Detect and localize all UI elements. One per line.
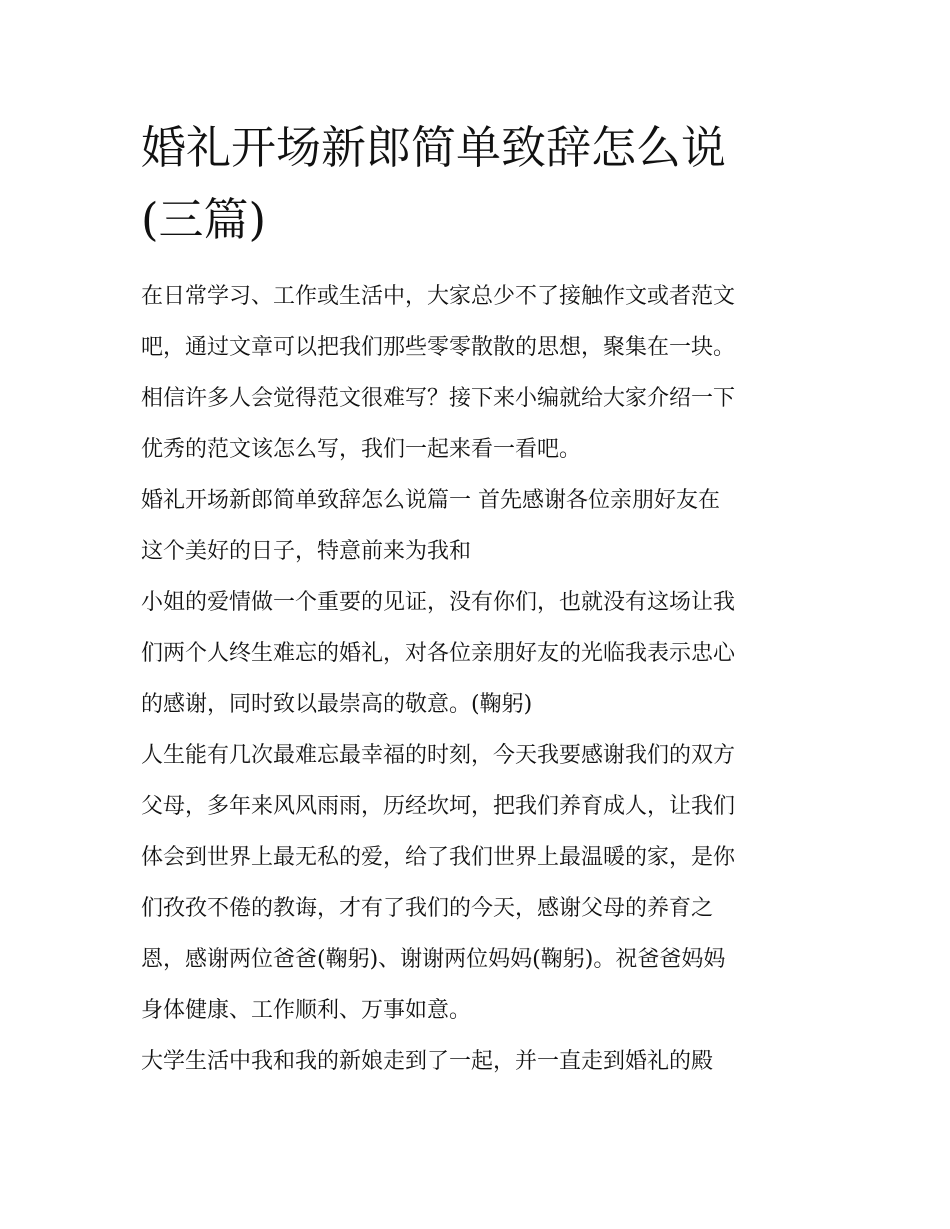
title-line-1: 婚礼开场新郎简单致辞怎么说 — [141, 121, 727, 174]
text-line: 在日常学习、工作或生活中，大家总少不了接触作文或者范文 — [141, 284, 736, 309]
title-line-2: (三篇) — [141, 193, 267, 246]
text-line: 小姐的爱情做一个重要的见证，没有你们，也就没有这场让我 — [141, 590, 736, 615]
text-line: 身体健康、工作顺利、万事如意。 — [141, 998, 472, 1023]
text-line: 这个美好的日子，特意前来为我和 — [141, 539, 472, 564]
document-text — [141, 271, 821, 1087]
text-line: 优秀的范文该怎么写，我们一起来看一看吧。 — [141, 437, 582, 462]
text-line: 恩，感谢两位爸爸(鞠躬)、谢谢两位妈妈(鞠躬)。祝爸爸妈妈 — [141, 947, 726, 972]
text-line: 们孜孜不倦的教诲，才有了我们的今天，感谢父母的养育之 — [141, 896, 714, 921]
text-line: 的感谢，同时致以最崇高的敬意。(鞠躬) — [141, 692, 533, 717]
text-line: 们两个人终生难忘的婚礼，对各位亲朋好友的光临我表示忠心 — [141, 641, 736, 666]
document-title — [141, 112, 821, 256]
text-line: 相信许多人会觉得范文很难写？接下来小编就给大家介绍一下 — [141, 386, 736, 411]
text-line: 婚礼开场新郎简单致辞怎么说篇一 首先感谢各位亲朋好友在 — [141, 488, 720, 513]
document-body — [141, 112, 821, 1087]
text-line: 体会到世界上最无私的爱，给了我们世界上最温暖的家，是你 — [141, 845, 736, 870]
text-line: 人生能有几次最难忘最幸福的时刻，今天我要感谢我们的双方 — [141, 743, 736, 768]
text-line: 父母，多年来风风雨雨，历经坎坷，把我们养育成人，让我们 — [141, 794, 736, 819]
text-line: 吧，通过文章可以把我们那些零零散散的思想，聚集在一块。 — [141, 335, 736, 360]
text-line: 大学生活中我和我的新娘走到了一起，并一直走到婚礼的殿 — [141, 1049, 714, 1074]
